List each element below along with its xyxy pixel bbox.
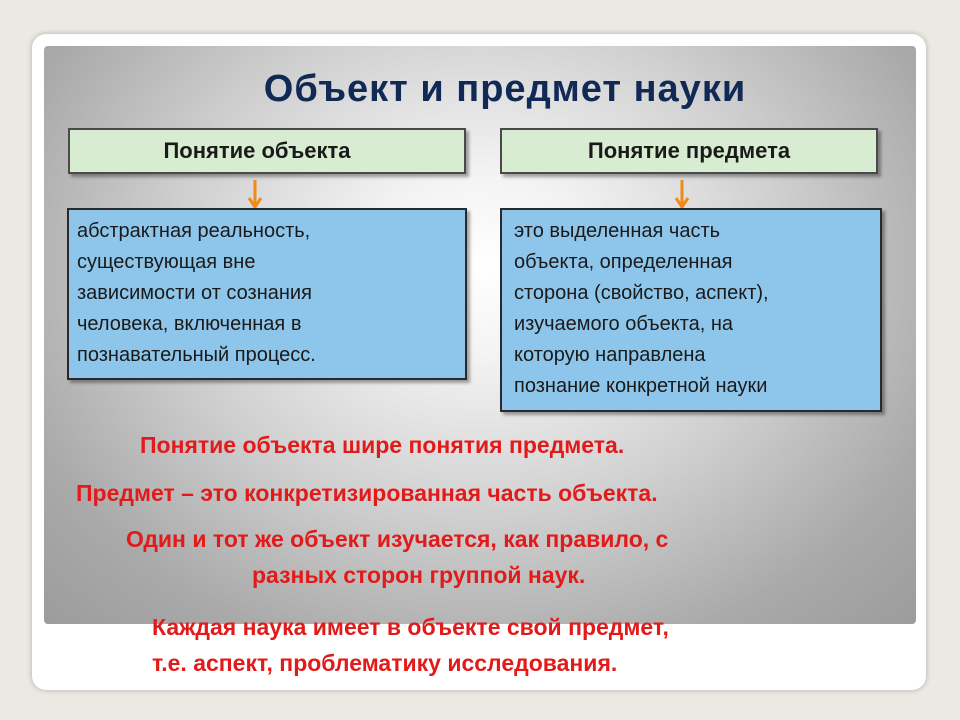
slide-title: Объект и предмет науки — [263, 68, 747, 110]
definition-line: существующая вне — [77, 251, 256, 273]
down-arrow-icon — [248, 180, 262, 210]
subject-definition-box — [500, 208, 882, 412]
definition-line: изучаемого объекта, на — [514, 313, 734, 335]
statement-text: Предмет – это конкретизированная часть объекта. — [76, 480, 658, 506]
definition-line: человека, включенная в — [77, 313, 302, 335]
subject-concept-header: Понятие предмета — [500, 128, 878, 174]
down-arrow-icon — [675, 180, 689, 210]
definition-line: абстрактная реальность, — [77, 220, 311, 242]
definition-line: это выделенная часть — [514, 220, 721, 242]
statement-text: т.е. аспект, проблематику исследования. — [152, 650, 618, 676]
definition-line: зависимости от сознания — [77, 282, 312, 304]
statement-text: Каждая наука имеет в объекте свой предмет, — [152, 614, 669, 640]
definition-line: познание конкретной науки — [514, 375, 768, 397]
definition-line: объекта, определенная — [514, 251, 733, 273]
definition-line: которую направлена — [514, 344, 706, 366]
definition-line: познавательный процесс. — [77, 344, 316, 366]
statement-text: Понятие объекта шире понятия предмета. — [140, 432, 625, 458]
object-concept-header: Понятие объекта — [68, 128, 466, 174]
statement-text: Один и тот же объект изучается, как правило, с — [126, 526, 669, 552]
object-definition-box — [67, 208, 467, 380]
definition-line: сторона (свойство, аспект), — [514, 282, 769, 304]
statement-text: разных сторон группой наук. — [252, 562, 586, 588]
